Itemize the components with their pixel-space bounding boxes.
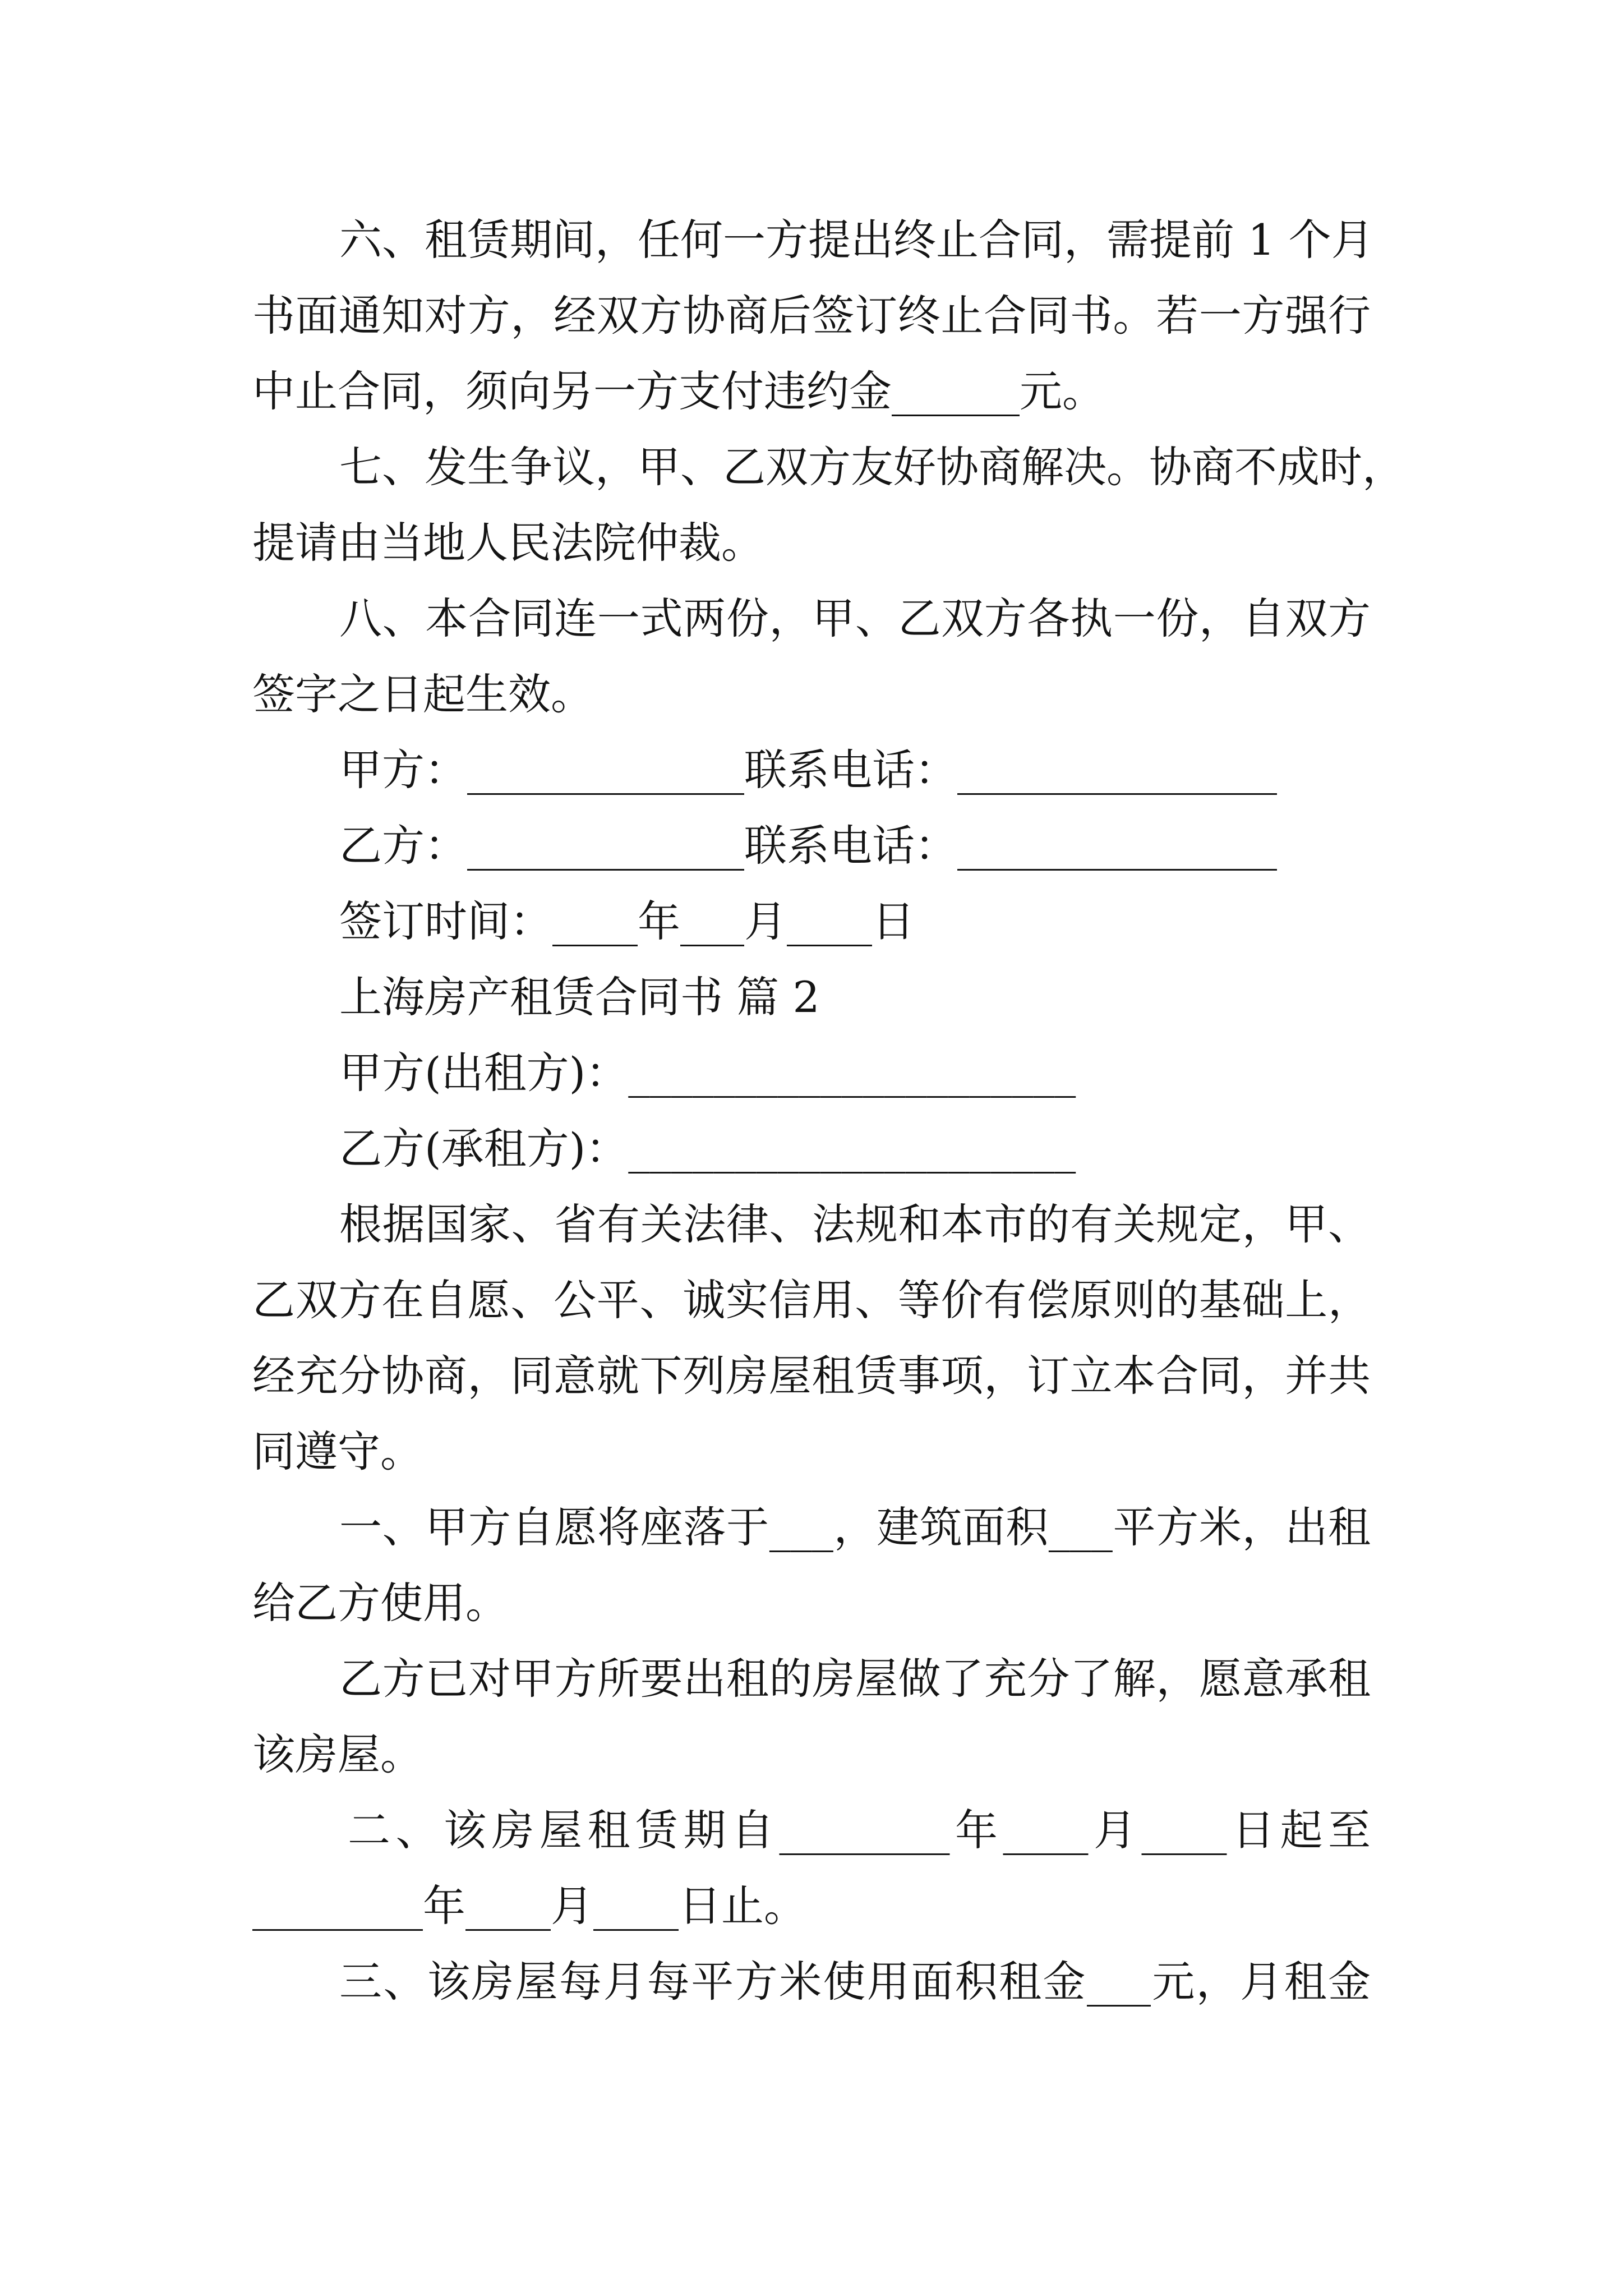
preamble-line-3: 经充分协商，同意就下列房屋租赁事项，订立本合同，并共 [252, 1351, 1371, 1401]
clause-3-line-1: 三、该房屋每月每平方米使用面积租金___元，月租金 [339, 1957, 1371, 2007]
clause-2-line-2: ________年____月____日止。 [252, 1881, 806, 1931]
lessee-line: 乙方(承租方)：_____________________ [339, 1124, 1076, 1174]
clause-1-line-2: 给乙方使用。 [252, 1578, 508, 1628]
clause-1-line-1: 一、甲方自愿将座落于___，建筑面积___平方米，出租 [339, 1502, 1371, 1552]
acknowledgement-line-1: 乙方已对甲方所要出租的房屋做了充分了解，愿意承租 [339, 1654, 1371, 1704]
party-b-signature-line: 乙方：_____________联系电话：_______________ [339, 821, 1277, 871]
clause-7-line-1: 七、发生争议，甲、乙双方友好协商解决。协商不成时， [339, 442, 1405, 492]
clause-2-line-1: 二、该房屋租赁期自________年____月____日起至 [348, 1805, 1371, 1855]
preamble-line-1: 根据国家、省有关法律、法规和本市的有关规定，甲、 [339, 1199, 1371, 1249]
clause-6-line-1: 六、租赁期间，任何一方提出终止合同，需提前 1 个月 [339, 215, 1374, 265]
clause-6-line-3: 中止合同，须向另一方支付违约金______元。 [252, 366, 1105, 416]
lessor-line: 甲方(出租方)：_____________________ [339, 1048, 1076, 1098]
clause-7-line-2: 提请由当地人民法院仲裁。 [252, 518, 764, 568]
acknowledgement-line-2: 该房屋。 [252, 1729, 423, 1779]
clause-8-line-1: 八、本合同连一式两份，甲、乙双方各执一份，自双方 [339, 593, 1371, 643]
preamble-line-4: 同遵守。 [252, 1427, 423, 1476]
section-title: 上海房产租赁合同书 篇 2 [339, 972, 820, 1022]
preamble-line-2: 乙双方在自愿、公平、诚实信用、等价有偿原则的基础上， [252, 1275, 1371, 1325]
party-a-signature-line: 甲方：_____________联系电话：_______________ [339, 745, 1277, 795]
signing-date-line: 签订时间：____年___月____日 [339, 896, 915, 946]
clause-8-line-2: 签字之日起生效。 [252, 669, 593, 719]
clause-6-line-2: 书面通知对方，经双方协商后签订终止合同书。若一方强行 [252, 291, 1371, 341]
